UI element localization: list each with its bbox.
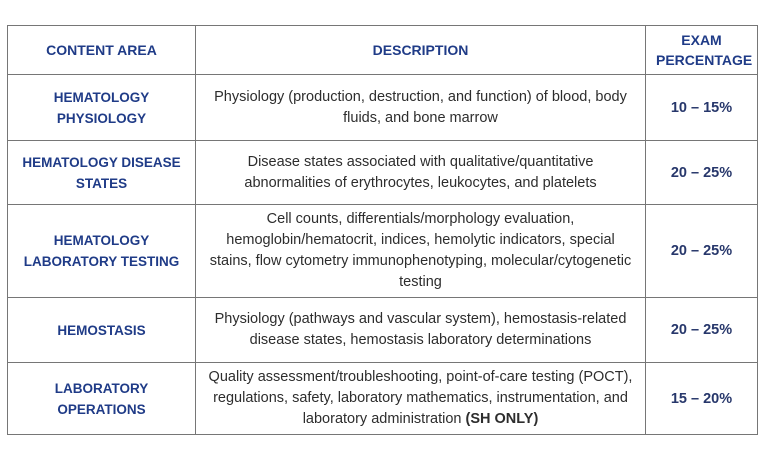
- description-bold: (SH ONLY): [465, 411, 539, 427]
- exam-percentage-value: 15 – 20%: [646, 363, 758, 435]
- description-text: [196, 298, 646, 363]
- content-area-label: HEMOSTASIS: [8, 298, 196, 363]
- content-area-label: HEMATOLOGY LABORATORY TESTING: [8, 205, 196, 298]
- header-content-area: CONTENT AREA: [8, 26, 196, 75]
- description-main: Physiology (pathways and vascular system), hemostasis-related disease states, hemostasis laboratory determinations: [214, 311, 627, 348]
- description-main: Quality assessment/troubleshooting, point-of-care testing (POCT), regulations, safety, laboratory mathematics, instrumentation, and laboratory administration: [208, 369, 633, 427]
- exam-percentage-value: 10 – 15%: [646, 75, 758, 141]
- content-area-label: LABORATORY OPERATIONS: [8, 363, 196, 435]
- table-row: [8, 75, 758, 141]
- header-exam-percentage: EXAM PERCENTAGE: [646, 26, 758, 75]
- exam-percentage-value: 20 – 25%: [646, 141, 758, 205]
- description-main: Physiology (production, destruction, and function) of blood, body fluids, and bone marrow: [214, 88, 627, 126]
- exam-content-table: [7, 25, 758, 435]
- table-row: [8, 363, 758, 435]
- exam-percentage-value: 20 – 25%: [646, 298, 758, 363]
- description-text: [196, 141, 646, 205]
- table-row: [8, 205, 758, 298]
- table-row: [8, 298, 758, 363]
- content-area-label: HEMATOLOGY PHYSIOLOGY: [8, 75, 196, 141]
- description-text: [196, 363, 646, 435]
- header-description: DESCRIPTION: [196, 26, 646, 75]
- table-row: [8, 141, 758, 205]
- description-text: [196, 75, 646, 141]
- table-header-row: [8, 26, 758, 75]
- exam-percentage-value: 20 – 25%: [646, 205, 758, 298]
- content-area-label: HEMATOLOGY DISEASE STATES: [8, 141, 196, 205]
- description-main: Cell counts, differentials/morphology evaluation, hemoglobin/hematocrit, indices, hemolytic indicators, special stains, flow cytometry immunophenotyping, molecular/cytogenetic testing: [209, 211, 632, 290]
- description-text: [196, 205, 646, 298]
- description-main: Disease states associated with qualitative/quantitative abnormalities of erythrocytes, leukocytes, and platelets: [244, 153, 597, 191]
